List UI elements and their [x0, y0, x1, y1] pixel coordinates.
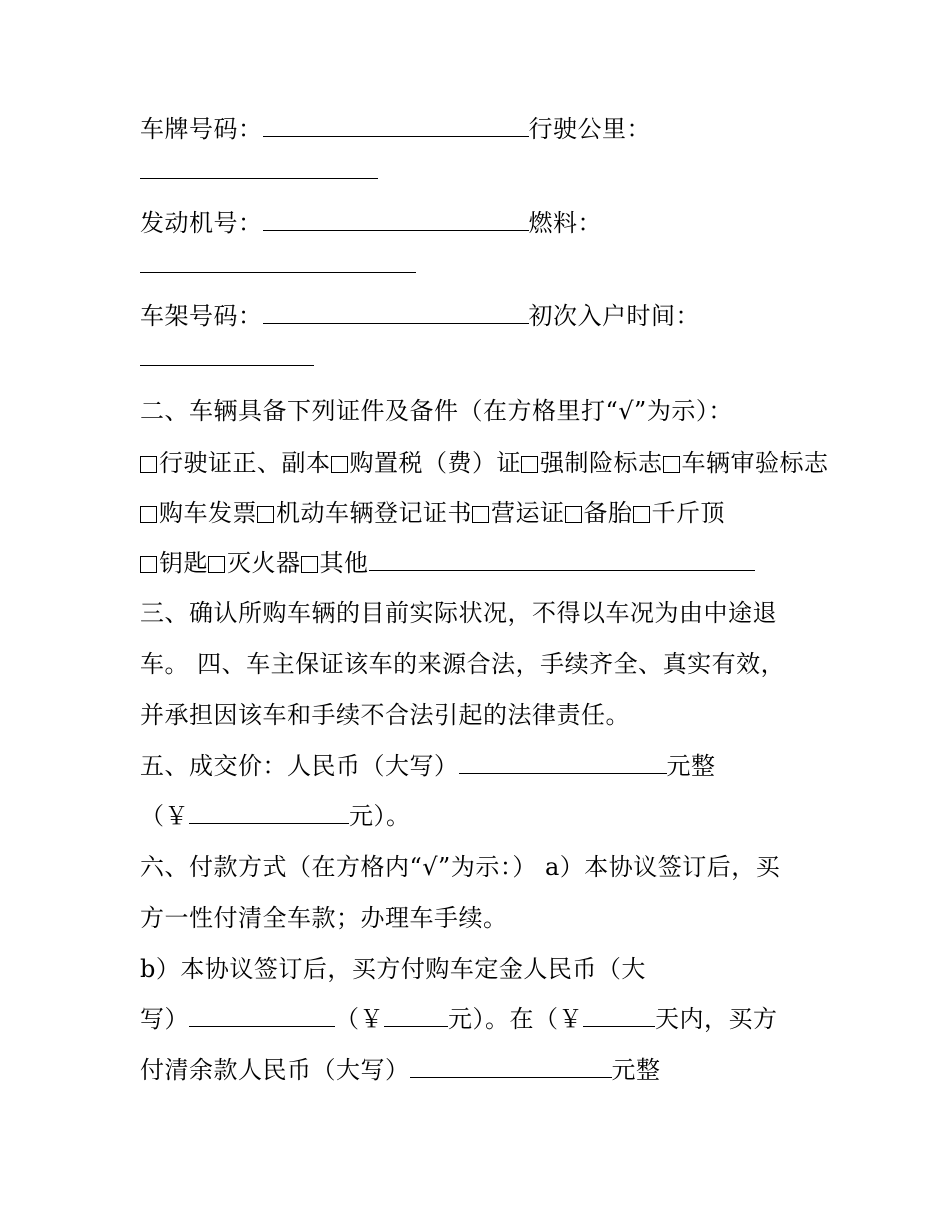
- checkbox-operation-permit[interactable]: [472, 506, 489, 523]
- days-suffix: 天内，买方: [655, 1005, 778, 1033]
- yen-open: （￥: [140, 802, 189, 830]
- fuel-label: 燃料：: [528, 209, 602, 237]
- documents-checklist-row-3: [140, 548, 755, 578]
- engine-number-field[interactable]: [263, 208, 529, 231]
- checkbox-extinguisher[interactable]: [208, 556, 225, 573]
- item-purchase-tax: 购置税（费）证: [349, 449, 521, 477]
- checkbox-spare-tire[interactable]: [565, 506, 582, 523]
- section-6-line-2: 方一性付清全车款；办理车手续。: [140, 904, 508, 932]
- engine-number-label: 发动机号：: [140, 209, 263, 237]
- section-5-yen-row: [140, 801, 411, 831]
- deposit-words-field[interactable]: [189, 1004, 335, 1027]
- deposit-yen-open: （￥: [335, 1005, 384, 1033]
- plate-number-row: [140, 114, 651, 144]
- frame-number-label: 车架号码：: [140, 302, 263, 330]
- mileage-field[interactable]: [140, 156, 378, 179]
- fuel-field[interactable]: [140, 250, 416, 273]
- balance-label: 付清余款人民币（大写）: [140, 1056, 410, 1084]
- item-registration-cert: 机动车辆登记证书: [276, 499, 472, 527]
- item-invoice: 购车发票: [159, 499, 257, 527]
- price-suffix: 元整: [666, 752, 716, 780]
- mileage-label: 行驶公里：: [528, 115, 651, 143]
- item-extinguisher: 灭火器: [227, 549, 301, 577]
- balance-words-field[interactable]: [410, 1055, 612, 1078]
- deposit-yen-field[interactable]: [384, 1004, 448, 1027]
- item-other: 其他: [319, 549, 369, 577]
- checkbox-other[interactable]: [301, 556, 318, 573]
- item-operation-permit: 营运证: [491, 499, 565, 527]
- deposit-yen-close: 元）。在（￥: [448, 1005, 583, 1033]
- engine-number-row: [140, 208, 602, 238]
- item-spare-tire: 备胎: [583, 499, 633, 527]
- price-words-field[interactable]: [459, 751, 667, 774]
- first-registration-label: 初次入户时间：: [528, 302, 700, 330]
- item-driving-license: 行驶证正、副本: [159, 449, 331, 477]
- checkbox-jack[interactable]: [633, 506, 650, 523]
- section-5-price-row: [140, 751, 716, 781]
- mileage-row: [140, 156, 378, 186]
- section-6-line-4: [140, 1004, 778, 1034]
- balance-suffix: 元整: [611, 1056, 661, 1084]
- yen-close: 元）。: [349, 802, 411, 830]
- days-field[interactable]: [583, 1004, 655, 1027]
- checkbox-inspection-sign[interactable]: [663, 456, 680, 473]
- section-6-line-5: [140, 1055, 661, 1085]
- item-inspection-sign: 车辆审验标志: [681, 449, 829, 477]
- checkbox-driving-license[interactable]: [140, 456, 157, 473]
- section-6-line-1: 六、付款方式（在方格内“√”为示：） a）本协议签订后，买: [140, 853, 781, 881]
- checkbox-registration-cert[interactable]: [257, 506, 274, 523]
- first-registration-field[interactable]: [140, 343, 314, 366]
- price-label: 五、成交价：人民币（大写）: [140, 752, 459, 780]
- checkbox-purchase-tax[interactable]: [331, 456, 348, 473]
- price-yen-field[interactable]: [189, 801, 349, 824]
- frame-number-row: [140, 301, 700, 331]
- plate-number-label: 车牌号码：: [140, 115, 263, 143]
- documents-checklist-row-2: [140, 498, 725, 528]
- checkbox-invoice[interactable]: [140, 506, 157, 523]
- frame-number-field[interactable]: [263, 301, 529, 324]
- section-3-line-2: 车。 四、车主保证该车的来源合法，手续齐全、真实有效，: [140, 650, 786, 678]
- documents-checklist-row-1: [140, 448, 829, 478]
- other-items-field[interactable]: [369, 548, 755, 571]
- section-3-line-1: 三、确认所购车辆的目前实际状况，不得以车况为由中途退: [140, 599, 777, 627]
- item-jack: 千斤顶: [651, 499, 725, 527]
- fuel-row: [140, 250, 416, 280]
- item-insurance-sign: 强制险标志: [540, 449, 663, 477]
- item-keys: 钥匙: [159, 549, 208, 577]
- plate-number-field[interactable]: [263, 114, 529, 137]
- section-3-line-3: 并承担因该车和手续不合法引起的法律责任。: [140, 701, 630, 729]
- checkbox-insurance-sign[interactable]: [521, 456, 538, 473]
- section-6-line-3: b）本协议签订后，买方付购车定金人民币（大: [140, 955, 646, 983]
- deposit-label: 写）: [140, 1005, 189, 1033]
- first-registration-row: [140, 343, 314, 373]
- checkbox-keys[interactable]: [140, 556, 157, 573]
- section-2-heading: 二、车辆具备下列证件及备件（在方格里打“√”为示）：: [140, 397, 733, 425]
